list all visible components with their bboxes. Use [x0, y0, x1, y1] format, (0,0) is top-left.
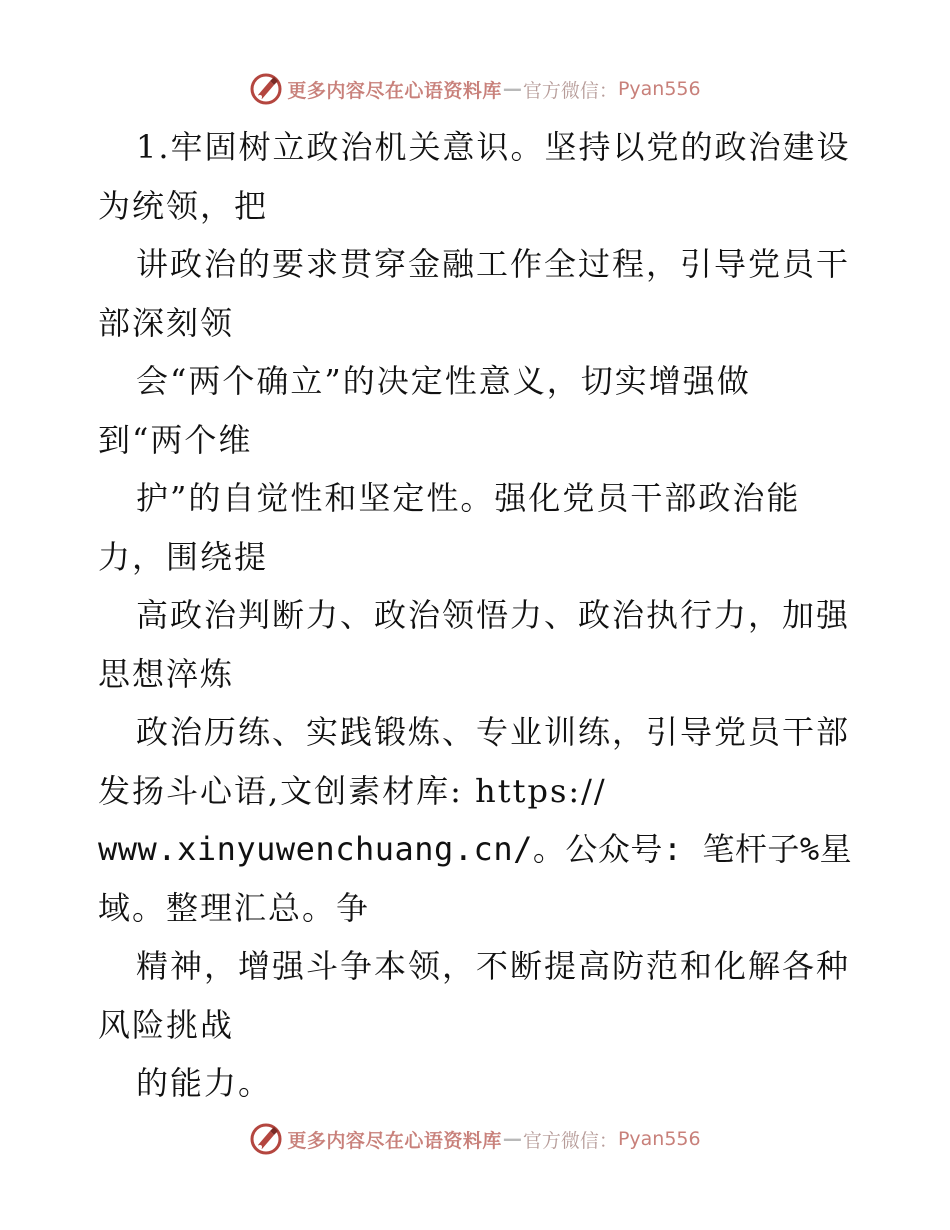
text-line: 为统领，把: [98, 186, 269, 225]
text-line: 护”的自觉性和坚定性。强化党员干部政治能: [136, 479, 801, 517]
banner-wechat-id: Pyan556: [617, 1128, 701, 1150]
header-watermark-banner: [0, 72, 950, 106]
footer-watermark-banner: [0, 1122, 950, 1156]
text-line: 部深刻领: [98, 303, 235, 342]
text-line: 1.牢固树立政治机关意识。坚持以党的政治建设: [136, 128, 851, 166]
text-line: 会“两个确立”的决定性意义，切实增强做: [136, 362, 751, 400]
text-line: 思想淬炼: [98, 654, 235, 693]
banner-wechat-id: Pyan556: [617, 78, 701, 100]
text-line: 的能力。: [136, 1064, 273, 1102]
banner-brand-text: 更多内容尽在心语资料库: [287, 79, 502, 102]
document-body: [98, 118, 898, 1113]
text-line: 风险挑战: [98, 1005, 235, 1044]
text-line: 力，围绕提: [98, 537, 269, 576]
banner-separator: —: [502, 78, 522, 100]
brand-logo-icon: [249, 1122, 283, 1156]
banner-wechat-label: 官方微信：: [522, 79, 618, 102]
brand-logo-icon: [249, 72, 283, 106]
banner-separator: —: [502, 1128, 522, 1150]
text-line: 到“两个维: [98, 420, 253, 459]
text-line: 政治历练、实践锻炼、专业训练，引导党员干部: [136, 713, 851, 751]
text-line: www.xinyuwenchuang.cn/。公众号: 笔杆子%星: [98, 830, 853, 868]
text-line: 域。整理汇总。争: [98, 888, 371, 927]
banner-wechat-label: 官方微信：: [522, 1129, 618, 1152]
text-line: 发扬斗心语,文创素材库: https://: [98, 771, 607, 810]
text-line: 讲政治的要求贯穿金融工作全过程，引导党员干: [136, 245, 851, 283]
banner-brand-text: 更多内容尽在心语资料库: [287, 1129, 502, 1152]
text-line: 高政治判断力、政治领悟力、政治执行力，加强: [136, 596, 851, 634]
text-line: 精神，增强斗争本领，不断提高防范和化解各种: [136, 947, 851, 985]
